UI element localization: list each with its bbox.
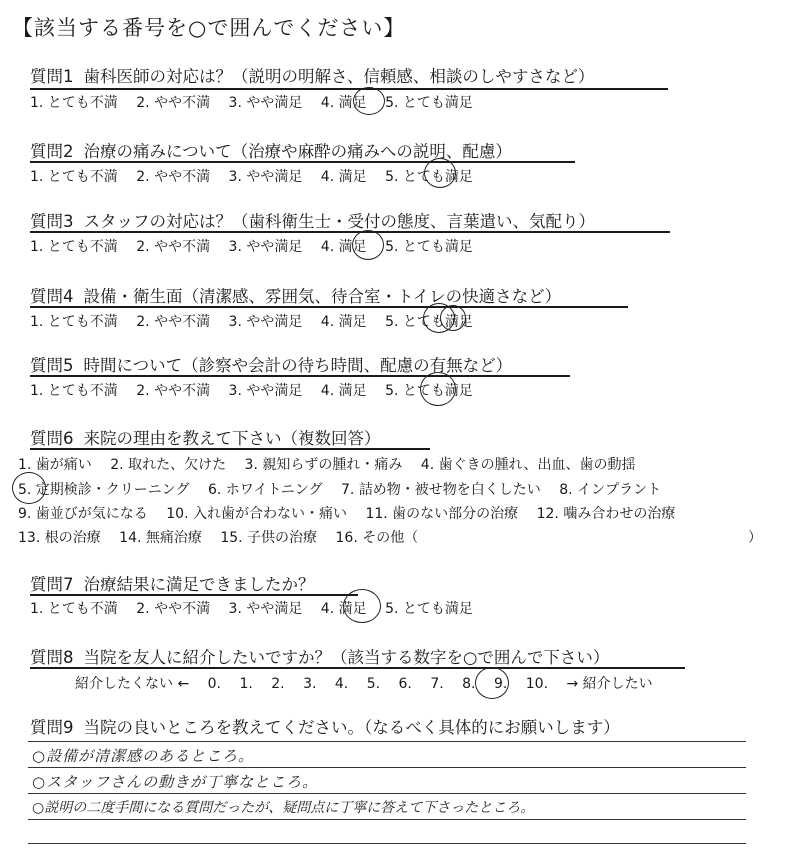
question-1-number: 質問1 — [30, 67, 74, 86]
q3-option-4[interactable]: 4. 満足 — [320, 239, 367, 255]
q8-option-1[interactable]: 1. — [239, 676, 253, 692]
q2-option-3[interactable]: 3. やや満足 — [228, 169, 303, 185]
q4-option-2[interactable]: 2. やや不満 — [136, 314, 211, 330]
q6-other-close-paren: ） — [748, 530, 762, 546]
question-1-text: 歯科医師の対応は？（説明の明解さ、信頼感、相談のしやすさなど） — [83, 67, 595, 86]
question-9-number: 質問9 — [30, 718, 74, 737]
q2-option-4[interactable]: 4. 満足 — [320, 169, 367, 185]
question-1-underline — [30, 88, 668, 90]
q6-option-13[interactable]: 13. 根の治療 — [18, 530, 101, 546]
q6-option-4[interactable]: 4. 歯ぐきの腫れ、出血、歯の動揺 — [420, 457, 636, 473]
q5-option-2[interactable]: 2. やや不満 — [136, 383, 211, 399]
q8-option-5[interactable]: 5. — [366, 676, 381, 692]
question-8-number: 質問8 — [30, 648, 74, 667]
q3-option-3[interactable]: 3. やや満足 — [228, 239, 303, 255]
q8-option-0[interactable]: 0. — [207, 676, 221, 692]
q6-option-1[interactable]: 1. 歯が痛い — [18, 457, 92, 473]
question-5-options[interactable] — [30, 380, 487, 400]
q3-option-1[interactable]: 1. とても不満 — [30, 239, 118, 255]
q5-option-1[interactable]: 1. とても不満 — [30, 383, 118, 399]
question-1-heading — [30, 63, 594, 87]
q8-option-2[interactable]: 2. — [271, 676, 285, 692]
q2-option-5[interactable]: 5. とても満足 — [385, 169, 473, 185]
q1-option-2[interactable]: 2. やや不満 — [136, 95, 211, 111]
question-5-number: 質問5 — [30, 356, 74, 375]
q5-option-5[interactable]: 5. とても満足 — [385, 383, 473, 399]
question-7-options[interactable] — [30, 598, 487, 618]
q9-rule-4 — [28, 819, 746, 820]
q7-option-5[interactable]: 5. とても満足 — [385, 601, 473, 617]
question-3-options[interactable] — [30, 236, 487, 256]
q7-option-1[interactable]: 1. とても不満 — [30, 601, 118, 617]
q6-option-10[interactable]: 10. 入れ歯が合わない・痛い — [166, 506, 347, 522]
question-6-text: 来院の理由を教えて下さい（複数回答） — [83, 429, 381, 448]
question-6-heading — [30, 425, 381, 449]
q8-left-label: 紹介したくない ← — [75, 676, 190, 692]
q6-option-14[interactable]: 14. 無痛治療 — [119, 530, 202, 546]
q1-option-3[interactable]: 3. やや満足 — [228, 95, 303, 111]
q6-option-8[interactable]: 8. インプラント — [559, 482, 662, 498]
question-2-heading — [30, 138, 512, 162]
question-4-options[interactable] — [30, 311, 487, 331]
q1-option-1[interactable]: 1. とても不満 — [30, 95, 118, 111]
q6-option-16[interactable]: 16. その他（ — [335, 530, 419, 546]
q8-option-10[interactable]: 10. — [525, 676, 549, 692]
q5-option-4[interactable]: 4. 満足 — [320, 383, 367, 399]
question-9-text: 当院の良いところを教えてください。（なるべく具体的にお願いします） — [83, 718, 620, 737]
question-2-text: 治療の痛みについて（治療や麻酔の痛みへの説明、配慮） — [83, 142, 512, 161]
q6-option-2[interactable]: 2. 取れた、欠けた — [110, 457, 227, 473]
question-7-underline — [30, 594, 358, 596]
q6-row-4[interactable] — [18, 527, 432, 547]
question-2-options[interactable] — [30, 166, 487, 186]
q6-option-9[interactable]: 9. 歯並びが気になる — [18, 506, 148, 522]
q9-answer-2: ○スタッフさんの動きが丁寧なところ。 — [32, 773, 319, 791]
question-7-heading — [30, 571, 315, 595]
question-4-underline — [30, 306, 628, 308]
form-title: 【該当する番号を○で囲んでください】 — [12, 16, 406, 40]
question-8-text: 当院を友人に紹介したいですか？（該当する数字を○で囲んで下さい） — [83, 648, 610, 667]
question-8-underline — [30, 667, 685, 669]
question-2-underline — [30, 161, 575, 163]
q8-scale[interactable] — [75, 673, 667, 693]
question-8-heading — [30, 644, 609, 668]
q9-rule-1 — [28, 741, 746, 742]
q6-option-3[interactable]: 3. 親知らずの腫れ・痛み — [244, 457, 403, 473]
q8-option-6[interactable]: 6. — [398, 676, 412, 692]
q6-option-11[interactable]: 11. 歯のない部分の治療 — [365, 506, 519, 522]
q1-option-4[interactable]: 4. 満足 — [320, 95, 367, 111]
question-4-text: 設備・衛生面（清潔感、雰囲気、待合室・トイレの快適さなど） — [83, 287, 562, 306]
q6-row-2[interactable] — [18, 479, 675, 499]
question-3-heading — [30, 208, 595, 232]
q4-option-3[interactable]: 3. やや満足 — [228, 314, 303, 330]
q4-option-5[interactable]: 5. とても満足 — [385, 314, 473, 330]
question-5-heading — [30, 352, 512, 376]
q1-option-5[interactable]: 5. とても満足 — [385, 95, 473, 111]
q9-rule-2 — [28, 767, 746, 768]
q2-option-1[interactable]: 1. とても不満 — [30, 169, 118, 185]
q4-option-1[interactable]: 1. とても不満 — [30, 314, 118, 330]
q9-answer-3: ○説明の二度手間になる質問だったが、疑問点に丁寧に答えて下さったところ。 — [32, 800, 535, 816]
q7-option-3[interactable]: 3. やや満足 — [228, 601, 303, 617]
q9-rule-3 — [28, 793, 746, 794]
question-4-heading — [30, 283, 561, 307]
q8-option-3[interactable]: 3. — [303, 676, 317, 692]
q6-option-12[interactable]: 12. 噛み合わせの治療 — [536, 506, 676, 522]
q8-option-8[interactable]: 8. — [462, 676, 476, 692]
q6-row-1[interactable] — [18, 454, 649, 474]
question-5-text: 時間について（診察や会計の待ち時間、配慮の有無など） — [83, 356, 513, 375]
q6-option-15[interactable]: 15. 子供の治療 — [220, 530, 318, 546]
question-4-number: 質問4 — [30, 287, 74, 306]
question-7-text: 治療結果に満足できましたか？ — [83, 575, 315, 594]
question-2-number: 質問2 — [30, 142, 74, 161]
q6-option-5[interactable]: 5. 定期検診・クリーニング — [18, 482, 190, 498]
q4-option-4[interactable]: 4. 満足 — [320, 314, 367, 330]
q6-option-7[interactable]: 7. 詰め物・被せ物を白くしたい — [341, 482, 541, 498]
q8-option-9[interactable]: 9. — [493, 676, 508, 692]
question-3-text: スタッフの対応は？（歯科衛生士・受付の態度、言葉遣い、気配り） — [83, 212, 595, 231]
question-9-heading — [30, 714, 620, 738]
question-3-underline — [30, 231, 670, 233]
q8-right-label: → 紹介したい — [566, 676, 653, 692]
question-7-number: 質問7 — [30, 575, 74, 594]
q9-rule-5 — [28, 843, 746, 844]
q6-option-6[interactable]: 6. ホワイトニング — [207, 482, 323, 498]
q7-option-2[interactable]: 2. やや不満 — [136, 601, 211, 617]
q6-row-3[interactable] — [18, 503, 689, 523]
question-3-number: 質問3 — [30, 212, 74, 231]
q7-option-4[interactable]: 4. 満足 — [320, 601, 367, 617]
q2-option-2[interactable]: 2. やや不満 — [136, 169, 211, 185]
question-5-underline — [30, 375, 570, 377]
q9-answer-1: ○設備が清潔感のあるところ。 — [32, 747, 255, 765]
q8-option-4[interactable]: 4. — [334, 676, 349, 692]
q3-option-2[interactable]: 2. やや不満 — [136, 239, 211, 255]
q3-option-5[interactable]: 5. とても満足 — [385, 239, 473, 255]
q8-option-7[interactable]: 7. — [430, 676, 444, 692]
question-1-options[interactable] — [30, 92, 487, 112]
q5-option-3[interactable]: 3. やや満足 — [228, 383, 303, 399]
question-6-underline — [30, 448, 430, 450]
question-6-number: 質問6 — [30, 429, 74, 448]
